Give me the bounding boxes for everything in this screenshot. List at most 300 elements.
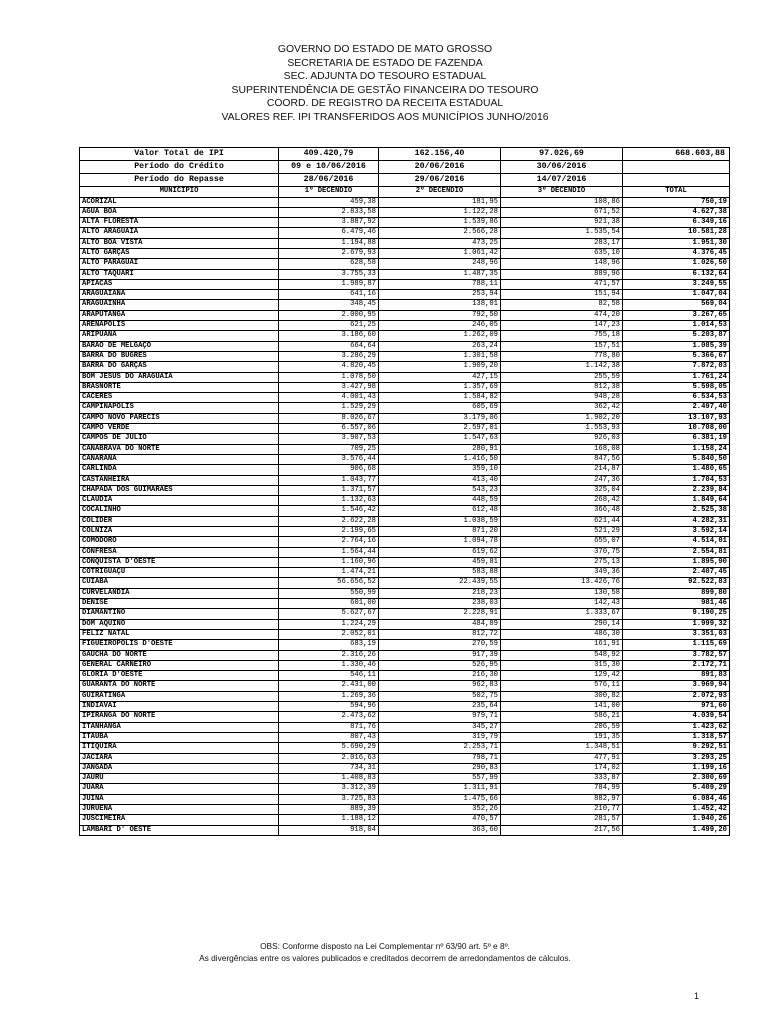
table-row — [80, 207, 730, 217]
municipio-cell: CAMPINÁPOLIS — [80, 403, 279, 413]
valor-total-3: 97.026,69 — [501, 148, 623, 161]
municipio-cell: CHAPADA DOS GUIMARÃES — [80, 485, 279, 495]
decendio-2-cell: 216,30 — [379, 671, 501, 681]
total-cell: 1.895,90 — [623, 557, 730, 567]
total-cell: 2.172,71 — [623, 660, 730, 670]
decendio-3-cell: 130,58 — [501, 588, 623, 598]
municipio-cell: COLNIZA — [80, 527, 279, 537]
table-row — [80, 485, 730, 495]
decendio-1-cell: 348,45 — [279, 300, 379, 310]
decendio-3-cell: 82,58 — [501, 300, 623, 310]
table-row — [80, 784, 730, 794]
table-row — [80, 588, 730, 598]
municipio-cell: FELIZ NATAL — [80, 629, 279, 639]
municipio-cell: ITANHANGÁ — [80, 722, 279, 732]
decendio-1-cell: 2.622,28 — [279, 516, 379, 526]
municipio-cell: ALTA FLORESTA — [80, 218, 279, 228]
decendio-2-cell: 363,60 — [379, 825, 501, 835]
table-row — [80, 537, 730, 547]
total-cell: 1.158,24 — [623, 444, 730, 454]
decendio-2-cell: 1.094,78 — [379, 537, 501, 547]
total-cell: 4.627,38 — [623, 207, 730, 217]
total-cell: 4.039,54 — [623, 712, 730, 722]
decendio-3-cell: 108,86 — [501, 197, 623, 207]
summary-row-total — [80, 148, 730, 161]
municipio-cell: CONQUISTA D'OESTE — [80, 557, 279, 567]
table-row — [80, 691, 730, 701]
decendio-2-cell: 22.439,55 — [379, 578, 501, 588]
total-cell: 981,46 — [623, 599, 730, 609]
decendio-3-cell: 370,75 — [501, 547, 623, 557]
decendio-1-cell: 601,00 — [279, 599, 379, 609]
municipio-cell: BARRA DO BUGRES — [80, 351, 279, 361]
decendio-1-cell: 1.474,21 — [279, 568, 379, 578]
total-cell: 2.239,84 — [623, 485, 730, 495]
table-row — [80, 671, 730, 681]
periodo-credito-empty — [623, 161, 730, 174]
valor-total-label: Valor Total de IPI — [80, 148, 279, 161]
table-row — [80, 279, 730, 289]
decendio-3-cell: 948,28 — [501, 393, 623, 403]
decendio-2-cell: 2.566,28 — [379, 228, 501, 238]
decendio-3-cell: 926,03 — [501, 434, 623, 444]
total-cell: 971,60 — [623, 702, 730, 712]
decendio-3-cell: 474,20 — [501, 310, 623, 320]
decendio-2-cell: 1.547,63 — [379, 434, 501, 444]
decendio-3-cell: 281,57 — [501, 815, 623, 825]
decendio-1-cell: 906,68 — [279, 465, 379, 475]
total-cell: 569,04 — [623, 300, 730, 310]
total-cell: 3.969,94 — [623, 681, 730, 691]
municipio-cell: CONFRESA — [80, 547, 279, 557]
table-row — [80, 362, 730, 372]
table-row — [80, 424, 730, 434]
decendio-3-cell: 671,52 — [501, 207, 623, 217]
table-row — [80, 722, 730, 732]
decendio-2-cell: 612,48 — [379, 506, 501, 516]
decendio-3-cell: 755,18 — [501, 331, 623, 341]
col-header-decendio-3: 3º DECÊNDIO — [501, 187, 623, 198]
total-cell: 1.951,30 — [623, 238, 730, 248]
total-cell: 1.452,42 — [623, 805, 730, 815]
decendio-1-cell: 641,16 — [279, 290, 379, 300]
municipio-cell: DENISE — [80, 599, 279, 609]
municipio-cell: IPIRANGA DO NORTE — [80, 712, 279, 722]
decendio-3-cell: 247,36 — [501, 475, 623, 485]
total-cell: 3.293,25 — [623, 753, 730, 763]
table-row — [80, 238, 730, 248]
decendio-1-cell: 1.529,29 — [279, 403, 379, 413]
decendio-3-cell: 174,02 — [501, 763, 623, 773]
decendio-1-cell: 2.764,16 — [279, 537, 379, 547]
valor-total-grand: 668.603,88 — [623, 148, 730, 161]
table-row — [80, 475, 730, 485]
table-row — [80, 321, 730, 331]
decendio-2-cell: 1.475,66 — [379, 794, 501, 804]
decendio-1-cell: 3.887,92 — [279, 218, 379, 228]
municipio-cell: LAMBARI D' OESTE — [80, 825, 279, 835]
periodo-repasse-2: 29/06/2016 — [379, 174, 501, 187]
total-cell: 1.999,32 — [623, 619, 730, 629]
decendio-2-cell: 253,94 — [379, 290, 501, 300]
decendio-3-cell: 366,48 — [501, 506, 623, 516]
decendio-2-cell: 605,69 — [379, 403, 501, 413]
table-row — [80, 516, 730, 526]
total-cell: 5.409,29 — [623, 784, 730, 794]
header-line-government: GOVERNO DO ESTADO DE MATO GROSSO — [277, 44, 493, 55]
periodo-repasse-1: 28/06/2016 — [279, 174, 379, 187]
total-cell: 1.115,69 — [623, 640, 730, 650]
decendio-3-cell: 13.426,76 — [501, 578, 623, 588]
decendio-1-cell: 4.820,45 — [279, 362, 379, 372]
decendio-2-cell: 248,96 — [379, 259, 501, 269]
decendio-1-cell: 594,96 — [279, 702, 379, 712]
municipio-cell: INDIAVAÍ — [80, 702, 279, 712]
total-cell: 1.499,20 — [623, 825, 730, 835]
decendio-3-cell: 847,56 — [501, 454, 623, 464]
total-cell: 5.598,05 — [623, 382, 730, 392]
table-row — [80, 753, 730, 763]
decendio-3-cell: 151,94 — [501, 290, 623, 300]
decendio-1-cell: 2.316,26 — [279, 650, 379, 660]
table-row — [80, 310, 730, 320]
total-cell: 2.497,40 — [623, 403, 730, 413]
table-row — [80, 290, 730, 300]
table-row — [80, 557, 730, 567]
municipio-cell: GLÓRIA D'OESTE — [80, 671, 279, 681]
total-cell: 6.132,64 — [623, 269, 730, 279]
decendio-1-cell: 664,64 — [279, 341, 379, 351]
decendio-1-cell: 2.431,00 — [279, 681, 379, 691]
municipio-cell: DIAMANTINO — [80, 609, 279, 619]
decendio-2-cell: 871,20 — [379, 527, 501, 537]
decendio-2-cell: 792,50 — [379, 310, 501, 320]
total-cell: 9.190,25 — [623, 609, 730, 619]
table-row — [80, 393, 730, 403]
municipio-cell: CARLINDA — [80, 465, 279, 475]
decendio-3-cell: 210,77 — [501, 805, 623, 815]
municipio-cell: APIACÁS — [80, 279, 279, 289]
col-header-municipio: MUNICÍPIO — [80, 187, 279, 198]
decendio-3-cell: 147,23 — [501, 321, 623, 331]
total-cell: 1.849,64 — [623, 496, 730, 506]
decendio-1-cell: 546,11 — [279, 671, 379, 681]
table-row — [80, 712, 730, 722]
table-row — [80, 351, 730, 361]
decendio-1-cell: 3.907,53 — [279, 434, 379, 444]
decendio-2-cell: 583,88 — [379, 568, 501, 578]
decendio-3-cell: 191,35 — [501, 732, 623, 742]
decendio-3-cell: 621,44 — [501, 516, 623, 526]
total-cell: 1.085,39 — [623, 341, 730, 351]
decendio-3-cell: 349,36 — [501, 568, 623, 578]
total-cell: 3.782,57 — [623, 650, 730, 660]
decendio-1-cell: 1.224,29 — [279, 619, 379, 629]
municipio-cell: JANGADA — [80, 763, 279, 773]
decendio-1-cell: 1.546,42 — [279, 506, 379, 516]
total-cell: 10.708,00 — [623, 424, 730, 434]
decendio-2-cell: 1.539,86 — [379, 218, 501, 228]
decendio-1-cell: 1.160,96 — [279, 557, 379, 567]
decendio-1-cell: 3.286,29 — [279, 351, 379, 361]
decendio-1-cell: 1.043,77 — [279, 475, 379, 485]
decendio-2-cell: 263,24 — [379, 341, 501, 351]
decendio-3-cell: 129,42 — [501, 671, 623, 681]
decendio-3-cell: 333,87 — [501, 774, 623, 784]
decendio-1-cell: 2.473,62 — [279, 712, 379, 722]
total-cell: 6.349,16 — [623, 218, 730, 228]
table-row — [80, 228, 730, 238]
decendio-2-cell: 484,89 — [379, 619, 501, 629]
decendio-2-cell: 181,95 — [379, 197, 501, 207]
decendio-1-cell: 807,43 — [279, 732, 379, 742]
decendio-3-cell: 784,99 — [501, 784, 623, 794]
header-line-treasury: SEC. ADJUNTA DO TESOURO ESTADUAL — [283, 71, 487, 83]
total-cell: 1.047,04 — [623, 290, 730, 300]
decendio-2-cell: 2.253,71 — [379, 743, 501, 753]
decendio-1-cell: 2.199,65 — [279, 527, 379, 537]
decendio-2-cell: 788,11 — [379, 279, 501, 289]
municipio-cell: JURUENA — [80, 805, 279, 815]
periodo-repasse-label: Período do Repasse — [80, 174, 279, 187]
decendio-2-cell: 557,99 — [379, 774, 501, 784]
decendio-2-cell: 459,81 — [379, 557, 501, 567]
municipio-cell: ALTO PARAGUAI — [80, 259, 279, 269]
municipio-cell: JACIARA — [80, 753, 279, 763]
total-cell: 2.407,45 — [623, 568, 730, 578]
decendio-3-cell: 576,11 — [501, 681, 623, 691]
decendio-3-cell: 1.348,51 — [501, 743, 623, 753]
decendio-3-cell: 471,57 — [501, 279, 623, 289]
municipio-cell: COMODORO — [80, 537, 279, 547]
footer-note: As divergências entre os valores publicados e creditados decorrem de arredondamentos de cálculos. — [199, 953, 571, 963]
table-row — [80, 640, 730, 650]
decendio-1-cell: 2.833,58 — [279, 207, 379, 217]
decendio-3-cell: 300,82 — [501, 691, 623, 701]
table-row — [80, 197, 730, 207]
decendio-1-cell: 5.690,29 — [279, 743, 379, 753]
ipi-transfer-table — [79, 147, 730, 836]
municipio-cell: ITAÚBA — [80, 732, 279, 742]
decendio-2-cell: 138,01 — [379, 300, 501, 310]
decendio-2-cell: 979,71 — [379, 712, 501, 722]
total-cell: 750,19 — [623, 197, 730, 207]
table-row — [80, 578, 730, 588]
table-row — [80, 619, 730, 629]
decendio-3-cell: 635,10 — [501, 248, 623, 258]
total-cell: 3.249,55 — [623, 279, 730, 289]
decendio-2-cell: 502,75 — [379, 691, 501, 701]
decendio-1-cell: 3.725,83 — [279, 794, 379, 804]
decendio-3-cell: 362,42 — [501, 403, 623, 413]
decendio-1-cell: 6.479,46 — [279, 228, 379, 238]
decendio-1-cell: 6.557,06 — [279, 424, 379, 434]
decendio-1-cell: 1.078,50 — [279, 372, 379, 382]
total-cell: 2.072,93 — [623, 691, 730, 701]
periodo-repasse-3: 14/07/2016 — [501, 174, 623, 187]
decendio-1-cell: 734,31 — [279, 763, 379, 773]
decendio-2-cell: 470,57 — [379, 815, 501, 825]
decendio-2-cell: 1.301,58 — [379, 351, 501, 361]
table-row — [80, 218, 730, 228]
decendio-1-cell: 1.194,88 — [279, 238, 379, 248]
total-cell: 5.840,50 — [623, 454, 730, 464]
total-cell: 1.940,26 — [623, 815, 730, 825]
decendio-2-cell: 218,23 — [379, 588, 501, 598]
decendio-1-cell: 2.016,63 — [279, 753, 379, 763]
decendio-3-cell: 921,38 — [501, 218, 623, 228]
table-row — [80, 681, 730, 691]
decendio-2-cell: 2.597,01 — [379, 424, 501, 434]
decendio-1-cell: 1.989,87 — [279, 279, 379, 289]
municipio-cell: ARAGUAIANA — [80, 290, 279, 300]
municipio-cell: ARENÁPOLIS — [80, 321, 279, 331]
decendio-1-cell: 683,19 — [279, 640, 379, 650]
decendio-1-cell: 5.627,67 — [279, 609, 379, 619]
total-cell: 899,80 — [623, 588, 730, 598]
table-row — [80, 331, 730, 341]
decendio-2-cell: 235,64 — [379, 702, 501, 712]
decendio-1-cell: 4.001,43 — [279, 393, 379, 403]
table-row — [80, 650, 730, 660]
decendio-3-cell: 217,56 — [501, 825, 623, 835]
decendio-1-cell: 1.269,36 — [279, 691, 379, 701]
decendio-3-cell: 157,51 — [501, 341, 623, 351]
decendio-1-cell: 871,76 — [279, 722, 379, 732]
table-row — [80, 506, 730, 516]
summary-row-credito — [80, 161, 730, 174]
decendio-3-cell: 521,29 — [501, 527, 623, 537]
decendio-2-cell: 270,59 — [379, 640, 501, 650]
decendio-1-cell: 3.186,60 — [279, 331, 379, 341]
table-row — [80, 732, 730, 742]
table-row — [80, 774, 730, 784]
table-row — [80, 403, 730, 413]
municipio-cell: ALTO ARAGUAIA — [80, 228, 279, 238]
table-row — [80, 794, 730, 804]
table-row — [80, 527, 730, 537]
col-header-decendio-2: 2º DECÊNDIO — [379, 187, 501, 198]
decendio-3-cell: 214,87 — [501, 465, 623, 475]
table-row — [80, 382, 730, 392]
total-cell: 4.376,45 — [623, 248, 730, 258]
decendio-2-cell: 1.487,35 — [379, 269, 501, 279]
municipio-cell: GUARANTÃ DO NORTE — [80, 681, 279, 691]
summary-row-repasse — [80, 174, 730, 187]
periodo-credito-3: 30/06/2016 — [501, 161, 623, 174]
municipio-cell: ALTO TAQUARI — [80, 269, 279, 279]
decendio-2-cell: 543,23 — [379, 485, 501, 495]
total-cell: 1.480,65 — [623, 465, 730, 475]
table-row — [80, 372, 730, 382]
municipio-cell: GUIRATINGA — [80, 691, 279, 701]
decendio-3-cell: 1.142,38 — [501, 362, 623, 372]
column-header-row — [80, 187, 730, 198]
total-cell: 9.292,51 — [623, 743, 730, 753]
total-cell: 1.026,50 — [623, 259, 730, 269]
decendio-2-cell: 280,91 — [379, 444, 501, 454]
decendio-3-cell: 290,14 — [501, 619, 623, 629]
total-cell: 891,83 — [623, 671, 730, 681]
decendio-2-cell: 352,26 — [379, 805, 501, 815]
header-line-secretariat: SECRETARIA DE ESTADO DE FAZENDA — [287, 57, 483, 69]
decendio-1-cell: 459,38 — [279, 197, 379, 207]
total-cell: 6.084,46 — [623, 794, 730, 804]
table-row — [80, 454, 730, 464]
table-row — [80, 805, 730, 815]
total-cell: 2.554,81 — [623, 547, 730, 557]
municipio-cell: BARÃO DE MELGAÇO — [80, 341, 279, 351]
decendio-3-cell: 889,96 — [501, 269, 623, 279]
total-cell: 10.581,28 — [623, 228, 730, 238]
table-row — [80, 547, 730, 557]
header-line-coordination: COORD. DE REGISTRO DA RECEITA ESTADUAL — [266, 98, 504, 110]
decendio-1-cell: 3.427,98 — [279, 382, 379, 392]
table-row — [80, 259, 730, 269]
total-cell: 6.534,53 — [623, 393, 730, 403]
total-cell: 7.872,03 — [623, 362, 730, 372]
decendio-2-cell: 1.357,69 — [379, 382, 501, 392]
total-cell: 1.318,57 — [623, 732, 730, 742]
decendio-2-cell: 1.122,28 — [379, 207, 501, 217]
decendio-2-cell: 359,10 — [379, 465, 501, 475]
table-row — [80, 629, 730, 639]
decendio-3-cell: 283,17 — [501, 238, 623, 248]
decendio-3-cell: 148,96 — [501, 259, 623, 269]
total-cell: 3.267,65 — [623, 310, 730, 320]
decendio-3-cell: 268,42 — [501, 496, 623, 506]
municipio-cell: CLÁUDIA — [80, 496, 279, 506]
decendio-2-cell: 1.262,09 — [379, 331, 501, 341]
decendio-2-cell: 1.416,50 — [379, 454, 501, 464]
table-row — [80, 660, 730, 670]
total-cell: 2.525,38 — [623, 506, 730, 516]
decendio-3-cell: 275,13 — [501, 557, 623, 567]
decendio-1-cell: 2.000,95 — [279, 310, 379, 320]
municipio-cell: COCALINHO — [80, 506, 279, 516]
decendio-1-cell: 628,58 — [279, 259, 379, 269]
col-header-decendio-1: 1º DECÊNDIO — [279, 187, 379, 198]
decendio-1-cell: 2.052,01 — [279, 629, 379, 639]
total-cell: 2.300,69 — [623, 774, 730, 784]
decendio-2-cell: 448,59 — [379, 496, 501, 506]
decendio-3-cell: 486,30 — [501, 629, 623, 639]
decendio-2-cell: 526,95 — [379, 660, 501, 670]
total-cell: 1.423,62 — [623, 722, 730, 732]
municipio-cell: CANARANA — [80, 454, 279, 464]
municipio-cell: COTRIGUAÇU — [80, 568, 279, 578]
table-row — [80, 434, 730, 444]
municipio-cell: ACORIZAL — [80, 197, 279, 207]
decendio-2-cell: 238,03 — [379, 599, 501, 609]
table-row — [80, 496, 730, 506]
decendio-1-cell: 2.679,93 — [279, 248, 379, 258]
decendio-3-cell: 655,07 — [501, 537, 623, 547]
decendio-2-cell: 812,72 — [379, 629, 501, 639]
table-row — [80, 341, 730, 351]
municipio-cell: BOM JESUS DO ARAGUAIA — [80, 372, 279, 382]
decendio-3-cell: 477,91 — [501, 753, 623, 763]
periodo-credito-1: 09 e 10/06/2016 — [279, 161, 379, 174]
table-row — [80, 702, 730, 712]
total-cell: 4.282,31 — [623, 516, 730, 526]
table-row — [80, 763, 730, 773]
municipio-cell: ARAPUTANGA — [80, 310, 279, 320]
periodo-repasse-empty — [623, 174, 730, 187]
decendio-2-cell: 246,05 — [379, 321, 501, 331]
decendio-3-cell: 1.553,93 — [501, 424, 623, 434]
total-cell: 6.381,19 — [623, 434, 730, 444]
